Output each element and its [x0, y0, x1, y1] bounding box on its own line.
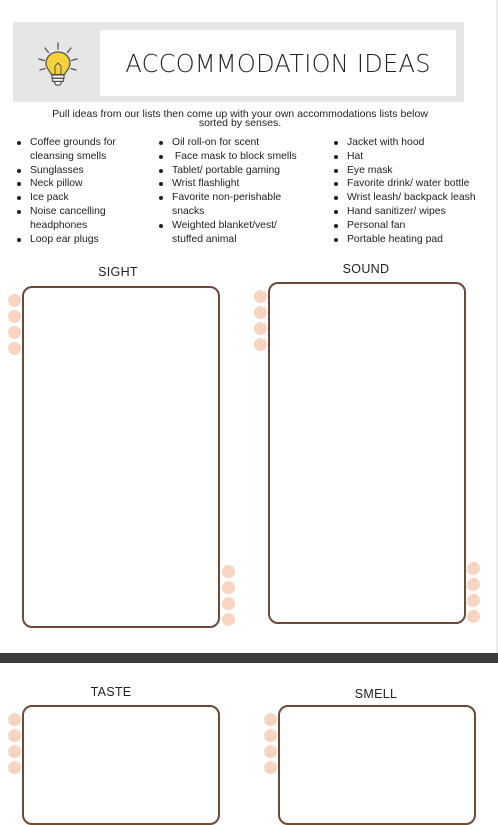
list-item: Oil roll-on for scent: [159, 136, 329, 150]
decorative-dot: [467, 610, 480, 623]
ideas-list-3: [334, 136, 494, 246]
decorative-dot: [8, 342, 21, 355]
decorative-dot: [467, 578, 480, 591]
list-item: Hat: [334, 150, 494, 164]
list-item: Tablet/ portable gaming: [159, 164, 329, 178]
list-item: Personal fan: [334, 219, 494, 233]
decorative-dot: [467, 594, 480, 607]
decorative-dot: [8, 713, 21, 726]
decorative-dot: [254, 290, 267, 303]
list-item: Jacket with hood: [334, 136, 494, 150]
decorative-dot: [222, 565, 235, 578]
decorative-dot: [8, 326, 21, 339]
intro-text: [20, 110, 460, 128]
list-item: Wrist flashlight: [159, 177, 329, 191]
sight-box[interactable]: [22, 286, 220, 628]
decorative-dot: [222, 613, 235, 626]
decorative-dot: [467, 562, 480, 575]
decorative-dot: [264, 729, 277, 742]
page-title: ACCOMMODATION IDEAS: [125, 48, 431, 78]
smell-box[interactable]: [278, 705, 476, 825]
intro-line-1: Pull ideas from our lists then come up with your own accommodations lists below: [52, 108, 428, 120]
smell-label: SMELL: [354, 687, 398, 701]
ideas-list-1: [17, 136, 157, 246]
decorative-dot: [264, 745, 277, 758]
sound-box[interactable]: [268, 282, 466, 624]
list-item: Sunglasses: [17, 164, 157, 178]
list-item: Portable heating pad: [334, 233, 494, 247]
lightbulb-icon: [33, 40, 83, 90]
list-item: Coffee grounds for cleansing smells: [17, 136, 157, 164]
decorative-dot: [8, 310, 21, 323]
decorative-dot: [8, 745, 21, 758]
sound-label: SOUND: [342, 262, 390, 276]
list-item: Neck pillow: [17, 177, 157, 191]
intro-line-2: sorted by senses.: [198, 117, 282, 129]
decorative-dot: [222, 581, 235, 594]
ideas-list-2: [159, 136, 329, 246]
taste-label: TASTE: [90, 685, 132, 699]
decorative-dot: [264, 761, 277, 774]
taste-box[interactable]: [22, 705, 220, 825]
sight-label: SIGHT: [98, 265, 138, 279]
page-divider: [0, 653, 498, 663]
title-box: [100, 30, 456, 96]
decorative-dot: [254, 338, 267, 351]
list-item: Hand sanitizer/ wipes: [334, 205, 494, 219]
decorative-dot: [8, 761, 21, 774]
page-two: [0, 663, 498, 805]
list-item: Loop ear plugs: [17, 233, 157, 247]
list-item: Ice pack: [17, 191, 157, 205]
list-item: Noise cancelling headphones: [17, 205, 157, 233]
list-item: Weighted blanket/vest/ stuffed animal: [159, 219, 329, 247]
list-item: Favorite non-perishable snacks: [159, 191, 329, 219]
decorative-dot: [222, 597, 235, 610]
list-item: Eye mask: [334, 164, 494, 178]
decorative-dot: [254, 306, 267, 319]
list-item: Favorite drink/ water bottle: [334, 177, 494, 191]
decorative-dot: [8, 294, 21, 307]
decorative-dot: [264, 713, 277, 726]
decorative-dot: [254, 322, 267, 335]
list-item: Wrist leash/ backpack leash: [334, 191, 494, 205]
list-item: Face mask to block smells: [159, 150, 329, 164]
decorative-dot: [8, 729, 21, 742]
